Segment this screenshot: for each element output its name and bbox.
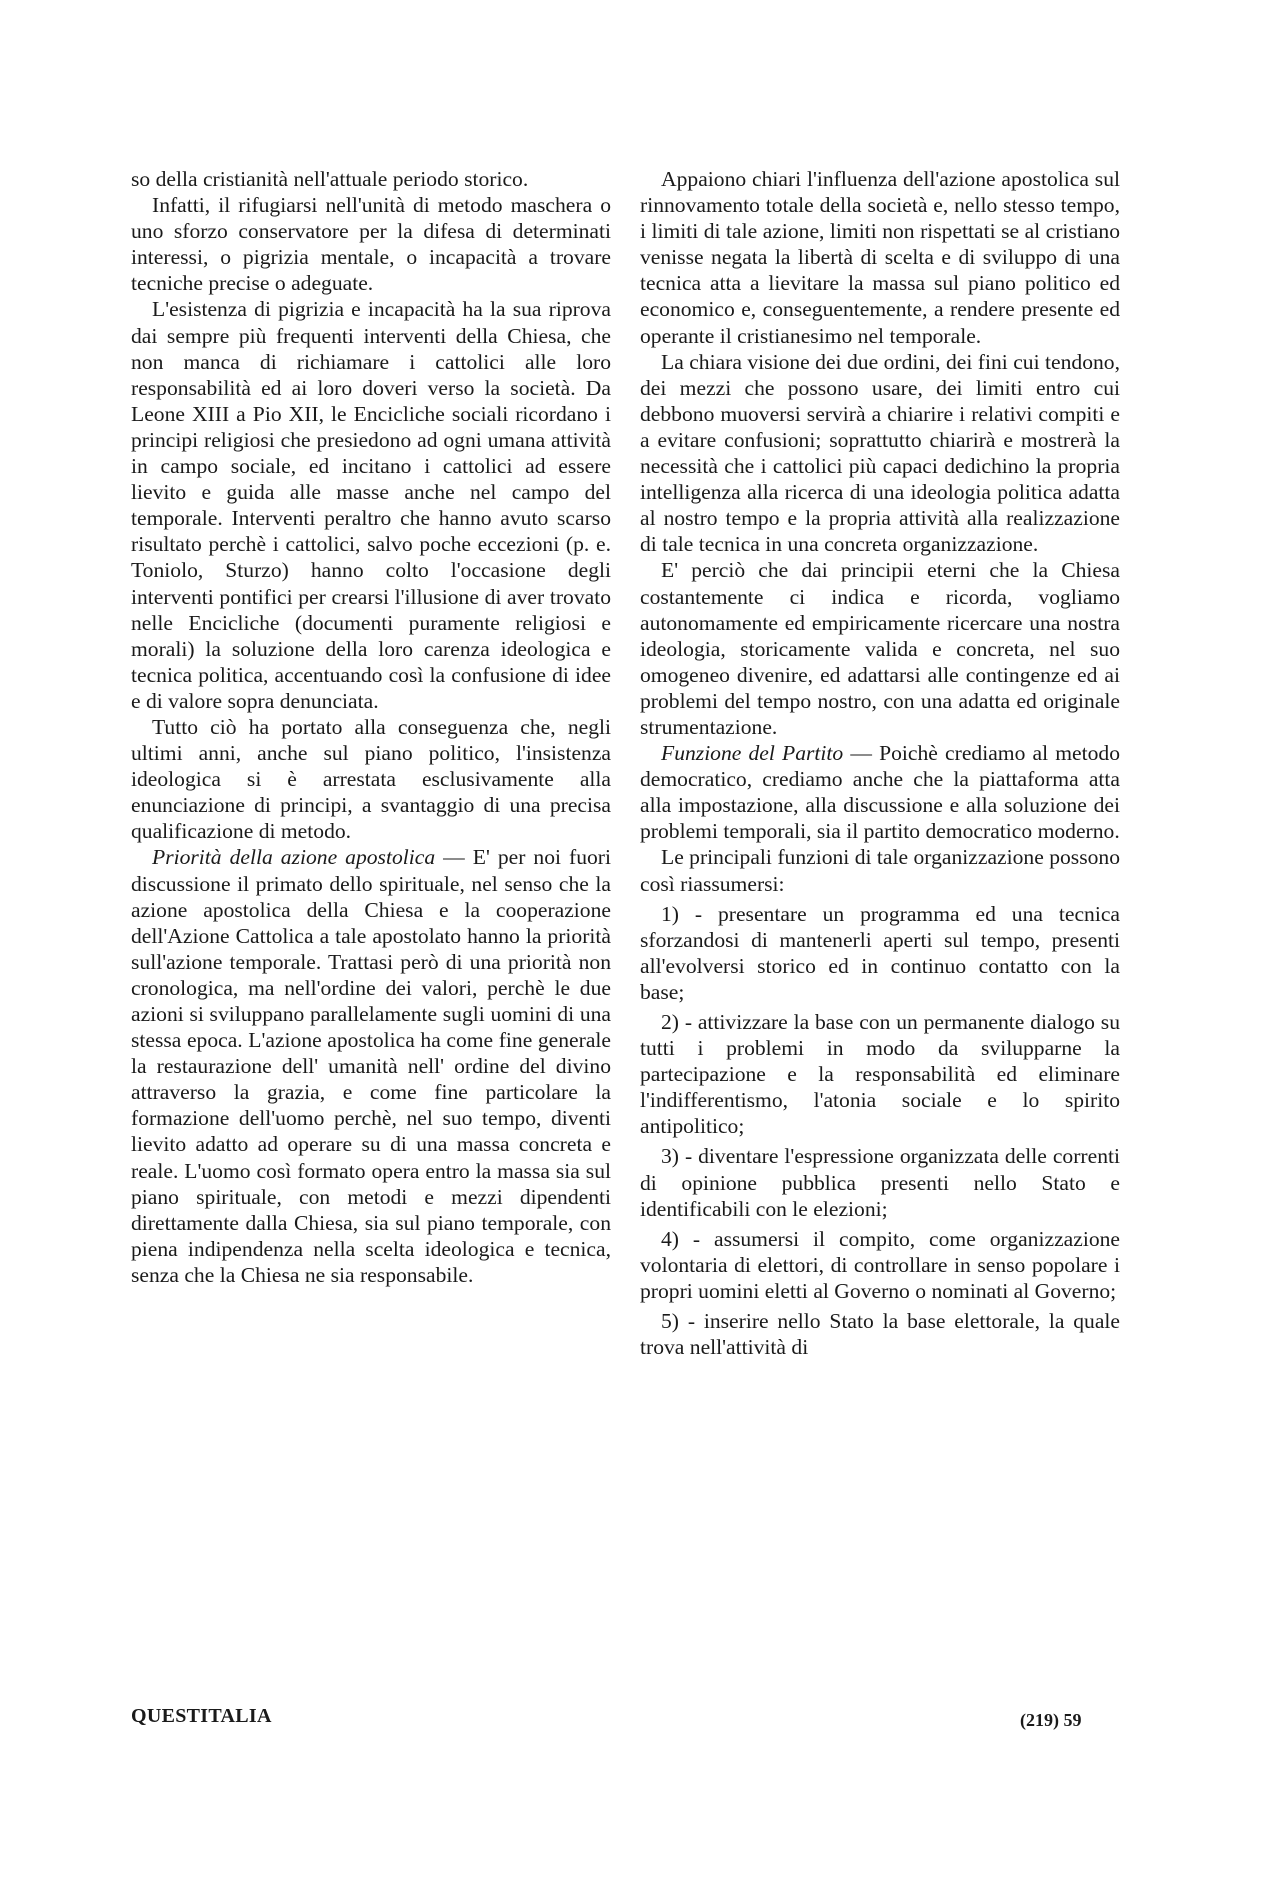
journal-name: QUESTITALIA xyxy=(131,1705,272,1727)
list-item: 5) - inserire nello Stato la base elettorale, la quale trova nell'attività di xyxy=(640,1309,1120,1360)
paragraph: Appaiono chiari l'influenza dell'azione apostolica sul rinnovamento totale della società e, nello stesso tempo, i limiti di tale azione, limiti non rispettati se al cristiano venisse negata la libertà di scelta e di sviluppo di una tecnica atta a lievitare la massa sul piano politico ed economico e, conseguentemente, a rendere presente ed operante il cristianesimo nel temporale. xyxy=(640,167,1120,348)
left-text-column xyxy=(131,166,611,1288)
section-heading: Funzione del Partito xyxy=(661,741,844,766)
right-text-column xyxy=(640,166,1120,1360)
heading-dash: — xyxy=(843,741,880,766)
section-paragraph xyxy=(640,740,1120,844)
heading-dash: — xyxy=(435,845,473,870)
section-heading: Priorità della azione apostolica xyxy=(152,845,436,870)
list-item: 1) - presentare un programma ed una tecnica sforzandosi di mantenerli aperti sul tempo, presenti all'evolversi storico ed in continuo contatto con la base; xyxy=(640,901,1120,1004)
section-text: Poichè crediamo al metodo democratico, crediamo anche che la piattaforma atta alla impostazione, alla discussione e alla soluzione dei problemi temporali, sia il partito democratico moderno. xyxy=(640,741,1121,844)
list-item: 4) - assumersi il compito, come organizzazione volontaria di elettori, di controllare in senso popolare i propri uomini eletti al Governo o nominati al Governo; xyxy=(640,1226,1120,1303)
paragraph: L'esistenza di pigrizia e incapacità ha la sua riprova dai sempre più frequenti interventi della Chiesa, che non manca di richiamare i cattolici alle loro responsabilità ed ai loro doveri verso la società. Da Leone XIII a Pio XII, le Encicliche sociali ricordano i principi religiosi che presiedono ad ogni umana attività in campo sociale, ed incitano i cattolici ad essere lievito e guida alle masse anche nel campo del temporale. Interventi peraltro che hanno avuto scarso risultato perchè i cattolici, salvo poche eccezioni (p. e. Toniolo, Sturzo) hanno colto l'occasione degli interventi pontifici per crearsi l'illusione di aver trovato nelle Encicliche (documenti puramente religiosi e morali) la soluzione della loro carenza ideologica e tecnica politica, accentuando così la confusione di idee e di valore sopra denunciata. xyxy=(131,297,611,713)
paragraph: Tutto ciò ha portato alla conseguenza che, negli ultimi anni, anche sul piano politico, l'insistenza ideologica si è arrestata esclusivamente alla enunciazione di principi, a svantaggio di una precisa qualificazione di metodo. xyxy=(131,714,611,844)
list-item: 3) - diventare l'espressione organizzata delle correnti di opinione pubblica presenti nello Stato e identificabili con le elezioni; xyxy=(640,1144,1120,1221)
paragraph: E' perciò che dai principii eterni che la Chiesa costantemente ci indica e ricorda, vogliamo autonomamente ed empiricamente ricercare una nostra ideologia, storicamente valida e concreta, nel suo omogeneo divenire, ed adattarsi alle contingenze ed ai problemi del tempo nostro, con una adatta ed originale strumentazione. xyxy=(640,558,1120,739)
section-paragraph xyxy=(131,844,611,1288)
paragraph: La chiara visione dei due ordini, dei fini cui tendono, dei mezzi che possono usare, dei limiti entro cui debbono muoversi servirà a chiarire i relativi compiti e a evitare confusioni; soprattutto chiarirà e mostrerà la necessità che i cattolici più capaci dedichino la propria intelligenza alla ricerca di una ideologia politica adatta al nostro tempo e la propria attività alla realizzazione di tale tecnica in una concreta organizzazione. xyxy=(640,349,1120,557)
section-text: E' per noi fuori discussione il primato dello spirituale, nel senso che la azione apostolica della Chiesa e la cooperazione dell'Azione Cattolica a tale apostolato hanno la priorità sull'azione temporale. Trattasi però di una priorità non cronologica, ma nell'ordine dei valori, perchè le due azioni si sviluppano parallelamente sugli uomini di una stessa epoca. L'azione apostolica ha come fine generale la restaurazione dell' umanità nell' ordine del divino attraverso la grazia, e come fine particolare la formazione dell'uomo perchè, nel suo tempo, diventi lievito adatto ad operare su di una massa concreta e reale. L'uomo così formato opera entro la massa sia sul piano spirituale, con metodi e mezzi dipendenti direttamente dalla Chiesa, sia sul piano temporale, con piena indipendenza nella scelta ideologica e tecnica, senza che la Chiesa ne sia responsabile. xyxy=(131,845,611,1287)
paragraph: so della cristianità nell'attuale periodo storico. xyxy=(131,167,529,191)
page-number: (219) 59 xyxy=(1020,1710,1082,1730)
paragraph: Infatti, il rifugiarsi nell'unità di metodo maschera o uno sforzo conservatore per la difesa di determinati interessi, o pigrizia mentale, o incapacità a trovare tecniche precise o adeguate. xyxy=(131,193,611,296)
paragraph: Le principali funzioni di tale organizzazione possono così riassumersi: xyxy=(640,845,1120,896)
list-item: 2) - attivizzare la base con un permanente dialogo su tutti i problemi in modo da svilupparne la partecipazione e la responsabilità ed eliminare l'indifferentismo, l'atonia sociale e lo spirito antipolitico; xyxy=(640,1010,1120,1139)
